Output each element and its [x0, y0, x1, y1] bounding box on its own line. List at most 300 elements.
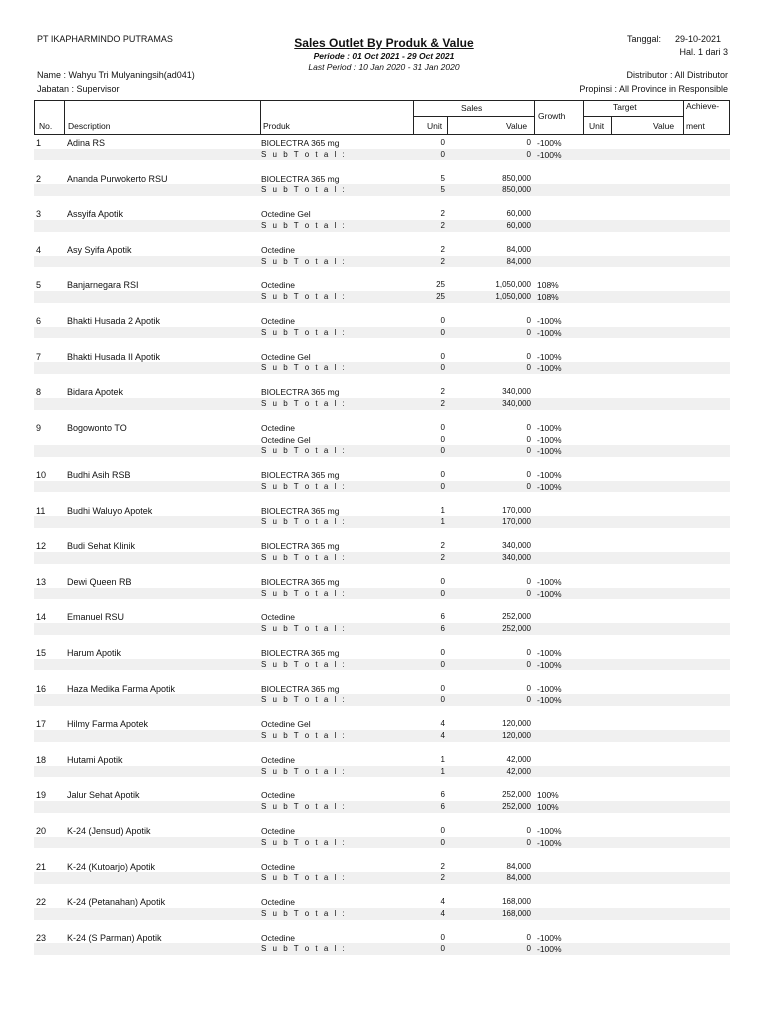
growth-value: -100% — [537, 647, 562, 658]
product-name: BIOLECTRA 365 mg — [261, 173, 340, 184]
subtotal-line — [34, 588, 730, 600]
product-line — [34, 754, 730, 766]
product-line — [34, 825, 730, 837]
sales-value: 0 — [526, 576, 531, 586]
sales-unit: 2 — [440, 244, 445, 254]
subtotal-line — [34, 552, 730, 564]
row-description: Bidara Apotek — [67, 387, 124, 398]
row-description: Harum Apotik — [67, 647, 122, 658]
row-no: 10 — [36, 470, 47, 480]
propinsi-filter: Propinsi : All Province in Responsible — [579, 84, 728, 94]
row-description: Assyifa Apotik — [67, 209, 124, 220]
sales-value: 0 — [526, 434, 531, 444]
sales-value: 60,000 — [506, 220, 531, 230]
subtotal-label: S u b T o t a l : — [261, 517, 347, 527]
subtotal-label: S u b T o t a l : — [261, 481, 347, 491]
col-target-unit: Unit — [589, 121, 605, 131]
product-line — [34, 861, 730, 873]
row-no: 6 — [36, 315, 42, 326]
sales-unit: 0 — [440, 327, 445, 337]
sales-unit: 0 — [440, 351, 445, 361]
row-no: 20 — [36, 825, 47, 836]
sales-value: 0 — [526, 944, 531, 954]
subtotal-line — [34, 694, 730, 706]
sales-unit: 25 — [436, 280, 445, 290]
company-name: PT IKAPHARMINDO PUTRAMAS — [37, 34, 173, 44]
subtotal-label: S u b T o t a l : — [261, 766, 347, 776]
table-row — [34, 351, 730, 387]
product-name: Octedine — [261, 754, 296, 765]
subtotal-line — [34, 327, 730, 339]
sales-value: 1,050,000 — [495, 292, 531, 302]
report-title: Sales Outlet By Produk & Value — [294, 36, 474, 50]
growth-value: -100% — [537, 446, 562, 457]
sales-unit: 25 — [436, 292, 445, 302]
sales-unit: 0 — [440, 315, 445, 325]
sales-value: 84,000 — [506, 244, 531, 254]
subtotal-label: S u b T o t a l : — [261, 908, 347, 918]
table-row — [34, 208, 730, 244]
sales-unit: 2 — [440, 552, 445, 562]
row-no: 19 — [36, 790, 47, 801]
product-name: Octedine — [261, 612, 296, 623]
growth-value: -100% — [537, 695, 562, 706]
sales-unit: 5 — [440, 173, 445, 183]
product-line — [34, 279, 730, 291]
growth-value: -100% — [537, 825, 562, 836]
growth-value: 108% — [537, 280, 559, 291]
row-no: 16 — [36, 683, 47, 694]
product-name: Octedine — [261, 861, 296, 872]
sales-unit: 2 — [440, 220, 445, 230]
row-description: Bogowonto TO — [67, 422, 127, 433]
row-description: Emanuel RSU — [67, 612, 125, 623]
row-description: Hutami Apotik — [67, 754, 123, 765]
table-row — [34, 754, 730, 790]
product-line — [34, 434, 730, 446]
subtotal-label: S u b T o t a l : — [261, 730, 347, 740]
subtotal-line — [34, 837, 730, 849]
table-row — [34, 137, 730, 173]
sales-value: 84,000 — [506, 873, 531, 883]
subtotal-line — [34, 766, 730, 778]
subtotal-label: S u b T o t a l : — [261, 873, 347, 883]
subtotal-label: S u b T o t a l : — [261, 256, 347, 266]
sales-value: 0 — [526, 446, 531, 456]
growth-value: -100% — [537, 351, 562, 362]
row-no: 3 — [36, 209, 42, 220]
sales-value: 0 — [526, 351, 531, 361]
product-name: BIOLECTRA 365 mg — [261, 138, 340, 148]
sales-value: 252,000 — [502, 802, 531, 812]
subtotal-label: S u b T o t a l : — [261, 837, 347, 847]
row-description: K-24 (S Parman) Apotik — [67, 932, 162, 943]
product-name: Octedine — [261, 825, 296, 836]
subtotal-label: S u b T o t a l : — [261, 588, 347, 598]
table-row — [34, 279, 730, 315]
growth-value: -100% — [537, 683, 562, 694]
product-name: BIOLECTRA 365 mg — [261, 470, 340, 480]
sales-unit: 0 — [440, 932, 445, 942]
growth-value: -100% — [537, 481, 562, 492]
sales-value: 340,000 — [502, 541, 531, 551]
row-description: Adina RS — [67, 138, 106, 148]
growth-value: -100% — [537, 932, 562, 943]
row-description: K-24 (Jensud) Apotik — [67, 825, 151, 836]
col-sales-unit: Unit — [427, 121, 443, 131]
col-achievement-2: ment — [686, 121, 705, 131]
product-name: Octedine — [261, 422, 296, 433]
sales-value: 0 — [526, 363, 531, 373]
product-line — [34, 611, 730, 623]
sales-unit: 0 — [440, 825, 445, 835]
growth-value: 100% — [537, 790, 559, 801]
table-row — [34, 718, 730, 754]
row-description: Budhi Waluyo Apotek — [67, 505, 153, 516]
subtotal-label: S u b T o t a l : — [261, 149, 347, 159]
growth-value: -100% — [537, 837, 562, 848]
product-line — [34, 244, 730, 256]
report-periode: Periode : 01 Oct 2021 - 29 Oct 2021 — [313, 51, 455, 61]
sales-value: 0 — [526, 481, 531, 491]
sales-value: 0 — [526, 683, 531, 693]
sales-unit: 2 — [440, 256, 445, 266]
growth-value: 100% — [537, 802, 559, 813]
subtotal-line — [34, 362, 730, 374]
row-no: 22 — [36, 897, 47, 908]
subtotal-line — [34, 445, 730, 457]
table-body — [34, 137, 730, 967]
sales-unit: 2 — [440, 209, 445, 219]
row-description: Budhi Asih RSB — [67, 470, 131, 480]
sales-value: 120,000 — [502, 730, 531, 740]
row-description: Dewi Queen RB — [67, 576, 132, 587]
subtotal-label: S u b T o t a l : — [261, 802, 347, 812]
row-no: 18 — [36, 754, 47, 765]
sales-unit: 4 — [440, 730, 445, 740]
product-name: Octedine Gel — [261, 351, 311, 362]
row-description: Jalur Sehat Apotik — [67, 790, 140, 801]
growth-value: 108% — [537, 292, 559, 303]
sales-unit: 0 — [440, 576, 445, 586]
sales-unit: 4 — [440, 908, 445, 918]
sales-value: 0 — [526, 422, 531, 432]
sales-value: 0 — [526, 932, 531, 942]
subtotal-line — [34, 184, 730, 196]
growth-value: -100% — [537, 588, 562, 599]
product-name: BIOLECTRA 365 mg — [261, 541, 340, 552]
sales-value: 0 — [526, 149, 531, 159]
growth-value: -100% — [537, 470, 562, 480]
product-line — [34, 208, 730, 220]
col-description: Description — [68, 121, 111, 131]
sales-unit: 1 — [440, 766, 445, 776]
col-target-value: Value — [653, 121, 675, 131]
product-name: Octedine Gel — [261, 719, 311, 730]
sales-value: 0 — [526, 825, 531, 835]
sales-value: 340,000 — [502, 387, 531, 397]
sales-unit: 0 — [440, 683, 445, 693]
row-description: Hilmy Farma Apotek — [67, 719, 149, 730]
product-line — [34, 469, 730, 481]
sales-value: 170,000 — [502, 505, 531, 515]
growth-value: -100% — [537, 944, 562, 955]
sales-unit: 0 — [440, 422, 445, 432]
row-description: Bhakti Husada 2 Apotik — [67, 315, 161, 326]
growth-value: -100% — [537, 363, 562, 374]
sales-value: 850,000 — [502, 185, 531, 195]
subtotal-line — [34, 908, 730, 920]
sales-unit: 0 — [440, 588, 445, 598]
subtotal-line — [34, 398, 730, 410]
table-row — [34, 386, 730, 422]
row-description: K-24 (Kutoarjo) Apotik — [67, 861, 156, 872]
row-description: Bhakti Husada II Apotik — [67, 351, 161, 362]
sales-value: 252,000 — [502, 624, 531, 634]
sales-unit: 0 — [440, 138, 445, 147]
sales-unit: 0 — [440, 363, 445, 373]
product-name: BIOLECTRA 365 mg — [261, 505, 340, 516]
subtotal-line — [34, 256, 730, 268]
table-row — [34, 789, 730, 825]
product-line — [34, 422, 730, 434]
row-no: 15 — [36, 647, 47, 658]
product-line — [34, 896, 730, 908]
growth-value: -100% — [537, 576, 562, 587]
product-line — [34, 576, 730, 588]
product-line — [34, 315, 730, 327]
product-line — [34, 647, 730, 659]
sales-value: 0 — [526, 659, 531, 669]
subtotal-line — [34, 149, 730, 161]
row-no: 23 — [36, 932, 47, 943]
sales-unit: 0 — [440, 837, 445, 847]
growth-value: -100% — [537, 149, 562, 160]
product-name: BIOLECTRA 365 mg — [261, 683, 340, 694]
row-description: Budi Sehat Klinik — [67, 541, 136, 552]
row-no: 2 — [36, 173, 42, 184]
sales-unit: 6 — [440, 612, 445, 622]
product-name: Octedine — [261, 280, 296, 291]
product-name: Octedine — [261, 244, 296, 255]
subtotal-line — [34, 872, 730, 884]
sales-unit: 0 — [440, 659, 445, 669]
sales-unit: 1 — [440, 754, 445, 764]
sales-unit: 0 — [440, 470, 445, 479]
table-row — [34, 896, 730, 932]
row-no: 14 — [36, 612, 47, 623]
user-jabatan: Jabatan : Supervisor — [37, 84, 120, 94]
sales-unit: 2 — [440, 398, 445, 408]
row-no: 21 — [36, 861, 47, 872]
row-no: 5 — [36, 280, 42, 291]
table-row — [34, 825, 730, 861]
sales-value: 120,000 — [502, 719, 531, 729]
row-no: 13 — [36, 576, 47, 587]
subtotal-line — [34, 516, 730, 528]
page-number: Hal. 1 dari 3 — [679, 47, 728, 57]
table-row — [34, 244, 730, 280]
sales-unit: 2 — [440, 873, 445, 883]
table-row — [34, 647, 730, 683]
subtotal-label: S u b T o t a l : — [261, 624, 347, 634]
sales-value: 0 — [526, 695, 531, 705]
table-row — [34, 505, 730, 541]
row-no: 12 — [36, 541, 47, 552]
sales-value: 0 — [526, 138, 531, 147]
product-name: Octedine — [261, 315, 296, 326]
product-name: Octedine — [261, 790, 296, 801]
sales-value: 0 — [526, 588, 531, 598]
growth-value: -100% — [537, 422, 562, 433]
table-row — [34, 173, 730, 209]
sales-value: 252,000 — [502, 612, 531, 622]
sales-value: 60,000 — [506, 209, 531, 219]
product-line — [34, 540, 730, 552]
sales-value: 0 — [526, 327, 531, 337]
subtotal-label: S u b T o t a l : — [261, 327, 347, 337]
sales-value: 42,000 — [506, 766, 531, 776]
subtotal-label: S u b T o t a l : — [261, 552, 347, 562]
product-name: BIOLECTRA 365 mg — [261, 387, 340, 398]
sales-value: 1,050,000 — [495, 280, 531, 290]
sales-unit: 0 — [440, 446, 445, 456]
subtotal-line — [34, 220, 730, 232]
distributor-filter: Distributor : All Distributor — [626, 70, 728, 80]
sales-unit: 2 — [440, 541, 445, 551]
row-description: Ananda Purwokerto RSU — [67, 173, 168, 184]
product-name: Octedine Gel — [261, 434, 311, 445]
col-growth: Growth — [538, 111, 566, 121]
sales-value: 168,000 — [502, 897, 531, 907]
subtotal-label: S u b T o t a l : — [261, 185, 347, 195]
subtotal-label: S u b T o t a l : — [261, 363, 347, 373]
sales-value: 0 — [526, 837, 531, 847]
tanggal-value: 29-10-2021 — [675, 34, 722, 44]
row-no: 8 — [36, 387, 42, 398]
subtotal-label: S u b T o t a l : — [261, 695, 347, 705]
product-line — [34, 351, 730, 363]
sales-unit: 6 — [440, 802, 445, 812]
product-line — [34, 718, 730, 730]
table-row — [34, 540, 730, 576]
sales-unit: 6 — [440, 790, 445, 800]
sales-value: 0 — [526, 470, 531, 479]
col-target: Target — [613, 102, 637, 112]
col-achievement-1: Achieve- — [686, 101, 720, 111]
sales-unit: 2 — [440, 387, 445, 397]
table-row — [34, 611, 730, 647]
subtotal-line — [34, 291, 730, 303]
sales-value: 42,000 — [506, 754, 531, 764]
sales-value: 340,000 — [502, 552, 531, 562]
table-row — [34, 469, 730, 505]
subtotal-label: S u b T o t a l : — [261, 659, 347, 669]
row-no: 9 — [36, 422, 42, 433]
product-line — [34, 505, 730, 517]
row-no: 7 — [36, 351, 42, 362]
table-row — [34, 422, 730, 469]
sales-unit: 6 — [440, 624, 445, 634]
sales-value: 84,000 — [506, 861, 531, 871]
product-name: BIOLECTRA 365 mg — [261, 576, 340, 587]
product-line — [34, 386, 730, 398]
subtotal-line — [34, 801, 730, 813]
row-no: 11 — [36, 505, 46, 516]
subtotal-label: S u b T o t a l : — [261, 292, 347, 302]
row-description: Haza Medika Farma Apotik — [67, 683, 176, 694]
sales-unit: 0 — [440, 149, 445, 159]
product-line — [34, 173, 730, 185]
user-name: Name : Wahyu Tri Mulyaningsih(ad041) — [37, 70, 195, 80]
row-no: 17 — [36, 719, 47, 730]
sales-value: 340,000 — [502, 398, 531, 408]
product-line — [34, 789, 730, 801]
sales-value: 170,000 — [502, 517, 531, 527]
sales-unit: 0 — [440, 944, 445, 954]
tanggal-label: Tanggal: — [627, 34, 662, 44]
subtotal-line — [34, 730, 730, 742]
subtotal-label: S u b T o t a l : — [261, 220, 347, 230]
sales-unit: 4 — [440, 897, 445, 907]
table-row — [34, 861, 730, 897]
product-name: Octedine — [261, 932, 296, 943]
subtotal-label: S u b T o t a l : — [261, 446, 347, 456]
row-no: 4 — [36, 244, 42, 255]
row-description: K-24 (Petanahan) Apotik — [67, 897, 166, 908]
growth-value: -100% — [537, 138, 562, 148]
sales-value: 0 — [526, 315, 531, 325]
product-name: Octedine Gel — [261, 209, 311, 220]
sales-value: 84,000 — [506, 256, 531, 266]
subtotal-line — [34, 623, 730, 635]
table-row — [34, 315, 730, 351]
product-name: Octedine — [261, 897, 296, 908]
growth-value: -100% — [537, 434, 562, 445]
subtotal-label: S u b T o t a l : — [261, 944, 347, 954]
growth-value: -100% — [537, 315, 562, 326]
row-description: Banjarnegara RSI — [67, 280, 139, 291]
sales-unit: 4 — [440, 719, 445, 729]
product-name: BIOLECTRA 365 mg — [261, 647, 340, 658]
product-line — [34, 137, 730, 149]
sales-unit: 0 — [440, 647, 445, 657]
row-no: 1 — [36, 138, 42, 148]
subtotal-line — [34, 943, 730, 955]
sales-unit: 0 — [440, 481, 445, 491]
sales-value: 168,000 — [502, 908, 531, 918]
row-description: Asy Syifa Apotik — [67, 244, 132, 255]
sales-unit: 0 — [440, 695, 445, 705]
sales-unit: 0 — [440, 434, 445, 444]
subtotal-label: S u b T o t a l : — [261, 398, 347, 408]
sales-value: 0 — [526, 647, 531, 657]
sales-value: 850,000 — [502, 173, 531, 183]
table-row — [34, 932, 730, 968]
report-last-period: Last Period : 10 Jan 2020 - 31 Jan 2020 — [308, 62, 460, 72]
table-row — [34, 576, 730, 612]
product-line — [34, 932, 730, 944]
col-sales-value: Value — [506, 121, 528, 131]
subtotal-line — [34, 481, 730, 493]
col-produk: Produk — [263, 121, 290, 131]
growth-value: -100% — [537, 659, 562, 670]
sales-unit: 1 — [440, 505, 445, 515]
product-line — [34, 683, 730, 695]
table-row — [34, 683, 730, 719]
sales-unit: 5 — [440, 185, 445, 195]
col-no: No. — [39, 121, 53, 131]
